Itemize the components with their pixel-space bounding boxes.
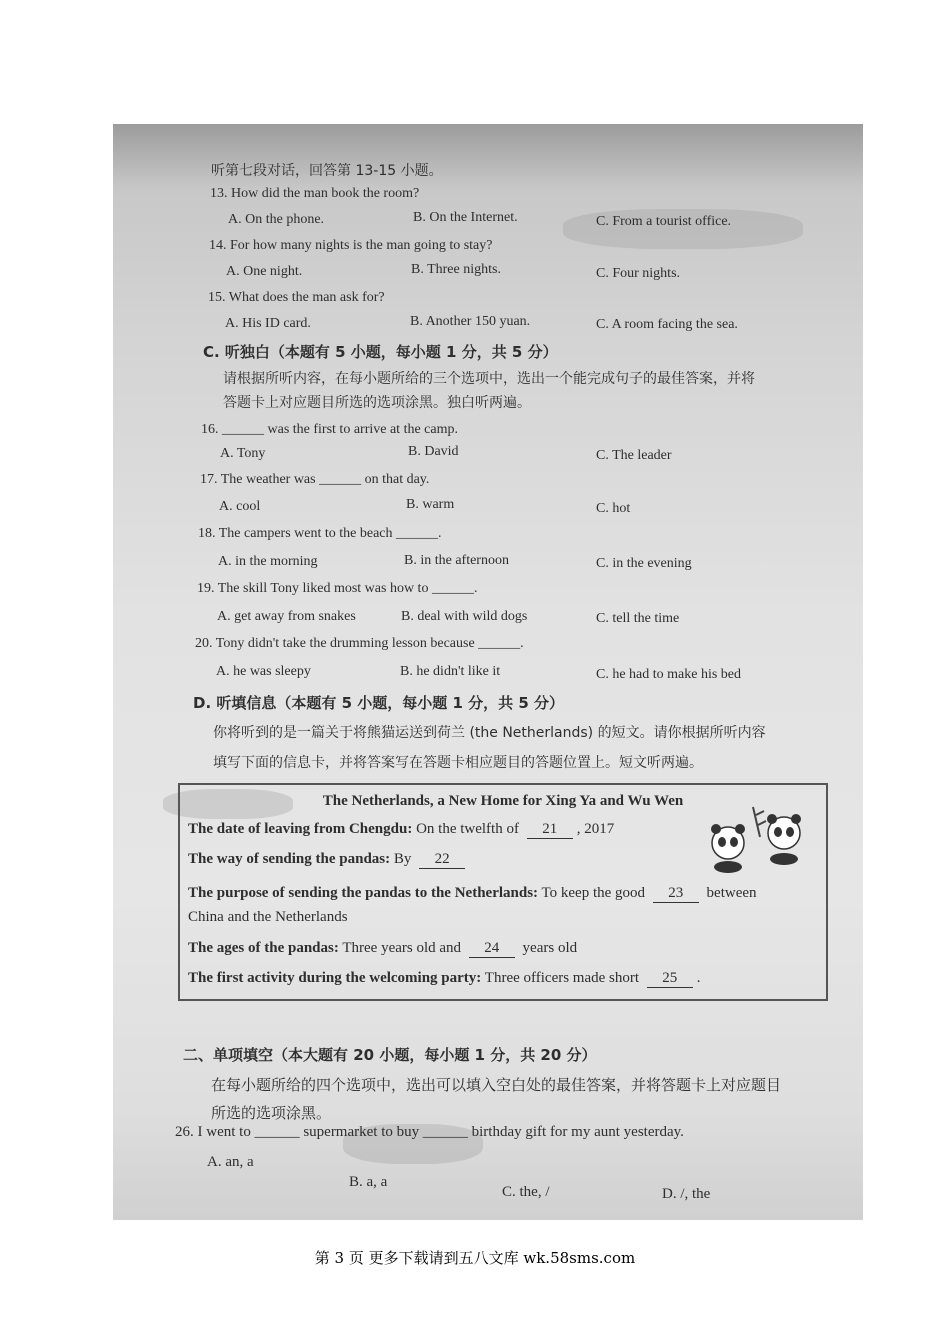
q13-option-c: C. From a tourist office. [596, 214, 732, 229]
q16-option-c: C. The leader [596, 448, 672, 463]
blank-24: 24 [469, 940, 515, 958]
part-2-heading: 二、单项填空（本大题有 20 小题，每小题 1 分，共 20 分） [183, 1046, 597, 1064]
card-row-date-tail: , 2017 [576, 821, 615, 837]
part-2-instructions-2: 所选的选项涂黑。 [211, 1104, 332, 1122]
question-14: 14. For how many nights is the man going to stay? [209, 238, 493, 253]
exam-photo [113, 124, 863, 1220]
q15-option-a: A. His ID card. [225, 316, 311, 331]
question-20: 20. Tony didn't take the drumming lesson because ______. [195, 636, 524, 651]
card-row-way-label: The way of sending the pandas: [188, 851, 391, 867]
card-row-purpose [188, 885, 757, 903]
q17-option-b: B. warm [406, 497, 455, 512]
q18-option-b: B. in the afternoon [404, 553, 509, 568]
section-c-instructions-2: 答题卡上对应题目所选的选项涂黑。独白听两遍。 [223, 395, 531, 411]
section-d-instructions: 你将听到的是一篇关于将熊猫运送到荷兰 (the Netherlands) 的短文。请你根据所听内容 [213, 725, 766, 741]
q15-option-c: C. A room facing the sea. [596, 317, 738, 332]
q16-option-b: B. David [408, 444, 459, 459]
q19-option-b: B. deal with wild dogs [401, 609, 528, 624]
q19-option-c: C. tell the time [596, 611, 680, 626]
section-c-instructions: 请根据所听内容，在每小题所给的三个选项中，选出一个能完成句子的最佳答案，并将 [223, 371, 755, 387]
q20-option-a: A. he was sleepy [216, 664, 311, 679]
question-19: 19. The skill Tony liked most was how to ______. [197, 581, 478, 596]
question-15: 15. What does the man ask for? [208, 290, 385, 305]
q15-option-b: B. Another 150 yuan. [410, 314, 531, 329]
question-13: 13. How did the man book the room? [210, 186, 420, 201]
q17-option-c: C. hot [596, 501, 631, 516]
blank-22: 22 [419, 851, 465, 869]
card-row-ages [188, 940, 577, 958]
card-row-date [188, 821, 614, 839]
card-row-activity-label: The first activity during the welcoming party: [188, 970, 482, 986]
card-row-purpose-text: To keep the good [541, 885, 646, 901]
card-row-date-label: The date of leaving from Chengdu: [188, 821, 413, 837]
q17-option-a: A. cool [219, 499, 261, 514]
card-row-activity-text: Three officers made short [484, 970, 640, 986]
q26-option-c: C. the, / [502, 1184, 550, 1200]
q16-option-a: A. Tony [220, 446, 266, 461]
q14-option-c: C. Four nights. [596, 266, 681, 281]
question-26: 26. I went to ______ supermarket to buy ______ birthday gift for my aunt yesterday. [175, 1124, 684, 1140]
part-2-instructions: 在每小题所给的四个选项中，选出可以填入空白处的最佳答案，并将答题卡上对应题目 [211, 1076, 782, 1094]
question-16: 16. ______ was the first to arrive at the camp. [201, 422, 458, 437]
blank-25: 25 [647, 970, 693, 988]
question-17: 17. The weather was ______ on that day. [200, 472, 430, 487]
q18-option-c: C. in the evening [596, 556, 692, 571]
section-c-heading: C. 听独白（本题有 5 小题，每小题 1 分，共 5 分） [203, 343, 558, 361]
card-row-way-text: By [393, 851, 412, 867]
card-row-purpose-tail: between [706, 885, 757, 901]
card-row-activity-tail: . [696, 970, 701, 986]
q20-option-c: C. he had to make his bed [596, 667, 742, 682]
info-card [178, 783, 828, 1001]
card-row-date-text: On the twelfth of [416, 821, 519, 837]
card-row-ages-label: The ages of the pandas: [188, 940, 339, 956]
card-row-ages-text: Three years old and [342, 940, 462, 956]
q26-option-a: A. an, a [207, 1154, 254, 1170]
q26-option-d: D. /, the [662, 1186, 711, 1202]
blank-21: 21 [527, 821, 573, 839]
panda-illustration-icon [698, 797, 818, 877]
section-d-instructions-2: 填写下面的信息卡，并将答案写在答题卡相应题目的答题位置上。短文听两遍。 [213, 755, 703, 771]
card-row-way [188, 851, 469, 869]
q20-option-b: B. he didn't like it [400, 664, 501, 679]
section-intro: 听第七段对话，回答第 13-15 小题。 [211, 163, 443, 179]
question-18: 18. The campers went to the beach ______. [198, 526, 442, 541]
card-row-purpose-line2: China and the Netherlands [188, 909, 348, 925]
section-d-heading: D. 听填信息（本题有 5 小题，每小题 1 分，共 5 分） [193, 694, 565, 712]
q26-option-b: B. a, a [349, 1174, 388, 1190]
card-row-activity [188, 970, 701, 988]
q14-option-b: B. Three nights. [411, 262, 501, 277]
blank-23: 23 [653, 885, 699, 903]
q13-option-a: A. On the phone. [228, 212, 325, 227]
q18-option-a: A. in the morning [218, 554, 318, 569]
q13-option-b: B. On the Internet. [413, 210, 518, 225]
page-footer: 第 3 页 更多下载请到五八文库 wk.58sms.com [314, 1249, 636, 1267]
card-row-purpose-label: The purpose of sending the pandas to the Netherlands: [188, 885, 539, 901]
info-card-title: The Netherlands, a New Home for Xing Ya and Wu Wen [322, 793, 684, 809]
q14-option-a: A. One night. [226, 264, 303, 279]
q19-option-a: A. get away from snakes [217, 609, 356, 624]
card-row-ages-tail: years old [522, 940, 578, 956]
